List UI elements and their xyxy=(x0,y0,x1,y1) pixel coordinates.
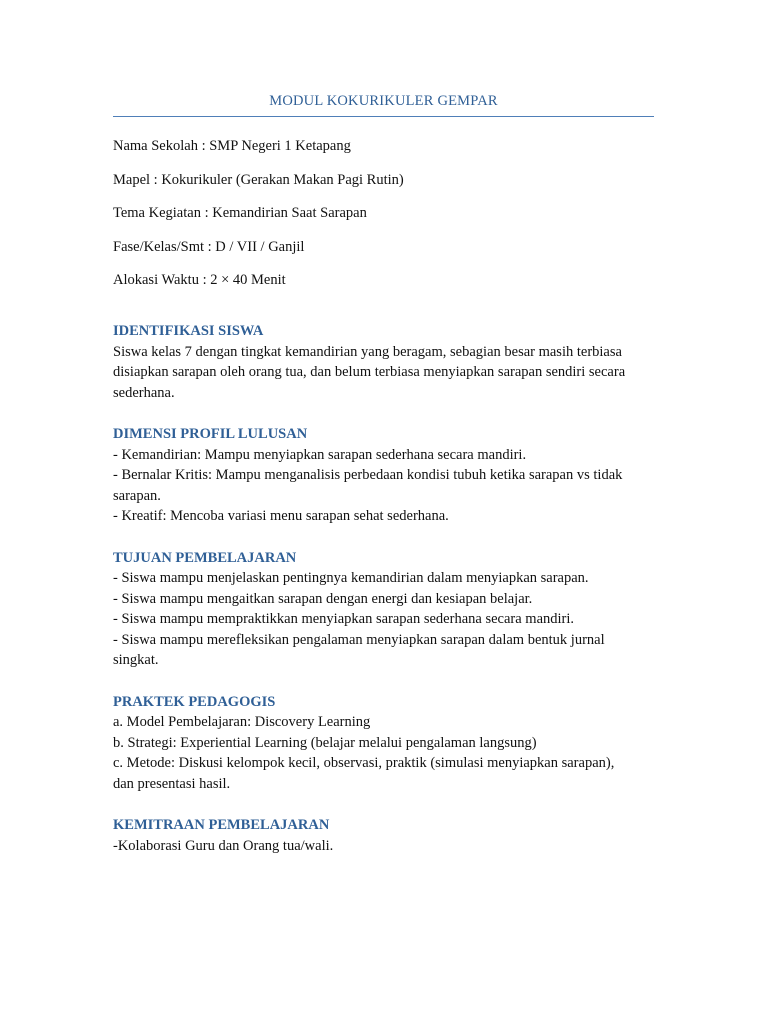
document-sections xyxy=(113,321,654,877)
section-line: disiapkan sarapan oleh orang tua, dan belum terbiasa menyiapkan sarapan sendiri secara xyxy=(113,364,626,380)
section-praktek-pedagogis xyxy=(113,692,654,795)
section-heading: IDENTIFIKASI SISWA xyxy=(113,323,264,339)
meta-subject: Mapel : Kokurikuler (Gerakan Makan Pagi Rutin) xyxy=(113,171,404,188)
section-line: - Kreatif: Mencoba variasi menu sarapan sehat sederhana. xyxy=(113,508,449,524)
section-line: singkat. xyxy=(113,652,159,668)
section-line: c. Metode: Diskusi kelompok kecil, observasi, praktik (simulasi menyiapkan sarapan), xyxy=(113,755,615,771)
section-tujuan-pembelajaran xyxy=(113,548,654,671)
document-title: MODUL KOKURIKULER GEMPAR xyxy=(269,93,498,109)
section-line: - Siswa mampu mengaitkan sarapan dengan energi dan kesiapan belajar. xyxy=(113,590,533,607)
section-line: dan presentasi hasil. xyxy=(113,775,231,792)
section-line: sederhana. xyxy=(113,384,175,401)
meta-school: Nama Sekolah : SMP Negeri 1 Ketapang xyxy=(113,138,351,154)
section-line: - Siswa mampu merefleksikan pengalaman menyiapkan sarapan dalam bentuk jurnal xyxy=(113,631,605,648)
section-line: - Kemandirian: Mampu menyiapkan sarapan sederhana secara mandiri. xyxy=(113,446,527,463)
meta-phase-class-semester: Fase/Kelas/Smt : D / VII / Ganjil xyxy=(113,238,305,255)
section-line: b. Strategi: Experiential Learning (belajar melalui pengalaman langsung) xyxy=(113,734,537,751)
section-heading: DIMENSI PROFIL LULUSAN xyxy=(113,426,308,442)
section-kemitraan-pembelajaran xyxy=(113,815,654,856)
section-line: a. Model Pembelajaran: Discovery Learning xyxy=(113,714,371,730)
section-line: Siswa kelas 7 dengan tingkat kemandirian yang beragam, sebagian besar masih terbiasa xyxy=(113,343,622,360)
section-identifikasi-siswa xyxy=(113,321,654,403)
title-divider xyxy=(113,116,654,117)
meta-theme: Tema Kegiatan : Kemandirian Saat Sarapan xyxy=(113,205,367,221)
document-meta xyxy=(113,136,654,304)
section-line: sarapan. xyxy=(113,487,161,504)
meta-time-allocation: Alokasi Waktu : 2 × 40 Menit xyxy=(113,272,286,288)
section-heading: PRAKTEK PEDAGOGIS xyxy=(113,693,276,710)
section-heading: KEMITRAAN PEMBELAJARAN xyxy=(113,817,330,833)
section-dimensi-profil-lulusan xyxy=(113,424,654,527)
section-line: -Kolaborasi Guru dan Orang tua/wali. xyxy=(113,837,334,854)
section-line: - Bernalar Kritis: Mampu menganalisis perbedaan kondisi tubuh ketika sarapan vs tidak xyxy=(113,467,623,483)
section-line: - Siswa mampu mempraktikkan menyiapkan sarapan sederhana secara mandiri. xyxy=(113,611,575,627)
section-line: - Siswa mampu menjelaskan pentingnya kemandirian dalam menyiapkan sarapan. xyxy=(113,570,589,586)
section-heading: TUJUAN PEMBELAJARAN xyxy=(113,549,297,566)
